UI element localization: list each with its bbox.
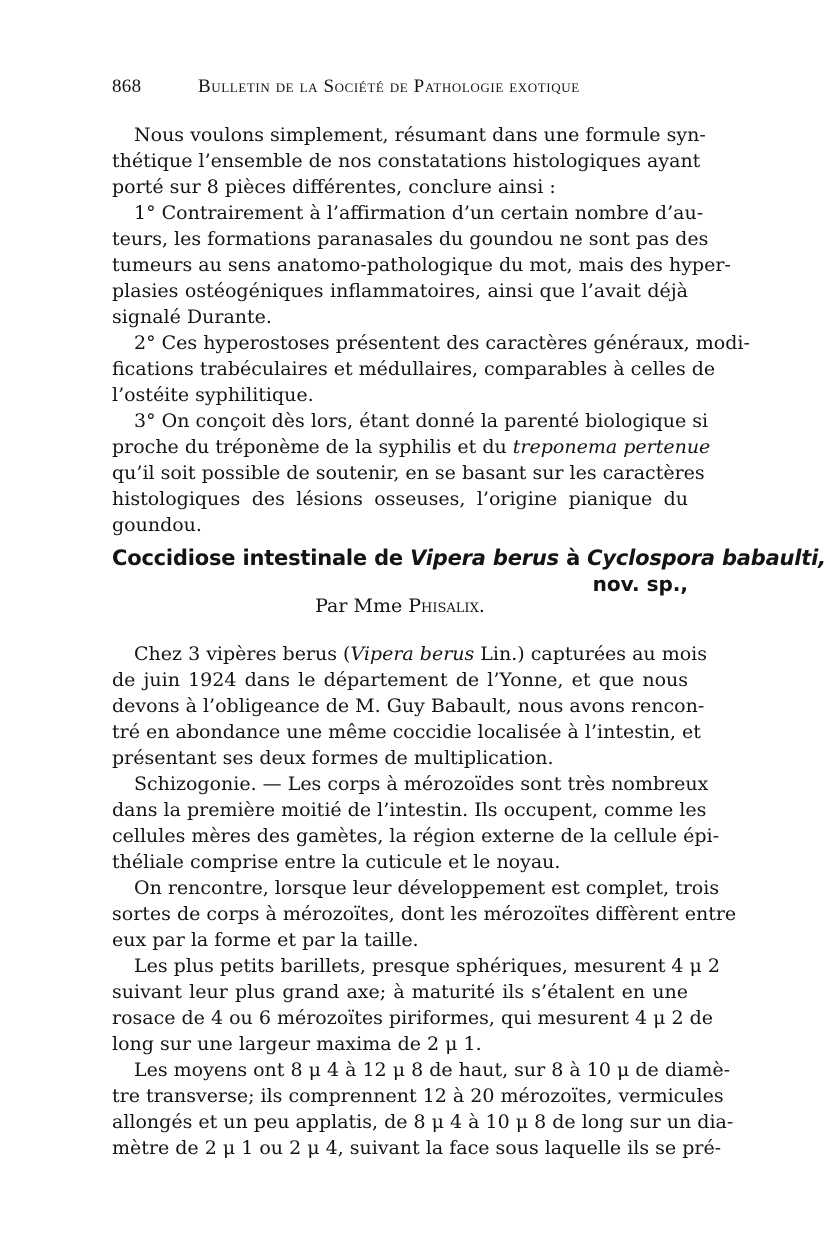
text-line: devons à l’obligeance de M. Guy Babault, nous avons rencon- <box>112 695 705 717</box>
text-line: On rencontre, lorsque leur développement est complet, trois <box>134 877 720 899</box>
title-text: Coccidiose intestinale de <box>112 546 411 570</box>
text-line: tumeurs au sens anatomo-pathologique du mot, mais des hyper- <box>112 254 731 276</box>
author-name: Phisalix. <box>408 595 485 617</box>
text-line: dans la première moitié de l’intestin. Ils occupent, comme les <box>112 799 707 821</box>
text-line: de juin 1924 dans le département de l’Yonne, et que nous <box>112 669 688 691</box>
text-line-with-italic <box>112 433 711 461</box>
author-prefix: Par Mme <box>315 595 409 617</box>
text-line: suivant leur plus grand axe; à maturité ils s’étalent en une <box>112 981 688 1003</box>
text-line: Les moyens ont 8 μ 4 à 12 μ 8 de haut, sur 8 à 10 μ de diamè- <box>134 1059 731 1081</box>
text-line: goundou. <box>112 514 202 536</box>
text-line: tré en abondance une même coccidie localisée à l’intestin, et <box>112 721 701 743</box>
text-line: rosace de 4 ou 6 mérozoïtes piriformes, qui mesurent 4 μ 2 de <box>112 1007 714 1029</box>
text-line: thétique l’ensemble de nos constatations histologiques ayant <box>112 150 701 172</box>
page-number: 868 <box>112 76 142 97</box>
text-line: l’ostéite syphilitique. <box>112 384 314 406</box>
text-line: teurs, les formations paranasales du goundou ne sont pas des <box>112 228 709 250</box>
text-line: eux par la forme et par la taille. <box>112 929 419 951</box>
text-line: signalé Durante. <box>112 306 272 328</box>
text-line: Nous voulons simplement, résumant dans une formule syn- <box>134 124 706 146</box>
text-line: théliale comprise entre la cuticule et le noyau. <box>112 851 561 873</box>
text-line: histologiques des lésions osseuses, l’origine pianique du <box>112 488 688 510</box>
text-span: proche du tréponème de la syphilis et du <box>112 436 513 458</box>
title-species-italic: Vipera berus <box>410 546 559 570</box>
text-line: 3° On conçoit dès lors, étant donné la parenté biologique si <box>134 410 709 432</box>
text-line-with-italic <box>134 640 707 668</box>
text-line: fications trabéculaires et médullaires, comparables à celles de <box>112 358 716 380</box>
text-line: tre transverse; ils comprennent 12 à 20 mérozoïtes, vermicules <box>112 1085 724 1107</box>
article-author <box>112 592 688 620</box>
text-line: long sur une largeur maxima de 2 μ 1. <box>112 1033 482 1055</box>
text-line: Les plus petits barillets, presque sphériques, mesurent 4 μ 2 <box>134 955 721 977</box>
running-header <box>112 76 692 102</box>
species-name-italic: Vipera berus <box>350 643 475 665</box>
text-span: Lin.) capturées au mois <box>474 643 707 665</box>
text-line: qu’il soit possible de soutenir, en se basant sur les caractères <box>112 462 705 484</box>
article-title-line2: nov. sp., <box>592 572 688 596</box>
text-line: plasies ostéogéniques inflammatoires, ainsi que l’avait déjà <box>112 280 688 302</box>
text-line: 2° Ces hyperostoses présentent des caractères généraux, modi- <box>134 332 750 354</box>
text-line: allongés et un peu applatis, de 8 μ 4 à 10 μ 8 de long sur un dia- <box>112 1111 734 1133</box>
text-line: sortes de corps à mérozoïtes, dont les mérozoïtes diffèrent entre <box>112 903 737 925</box>
title-genus-italic: Cyclospora babaulti, <box>587 546 826 570</box>
running-title: Bulletin de la Société de Pathologie exotique <box>198 76 580 97</box>
text-span: Chez 3 vipères berus ( <box>134 643 351 665</box>
text-line: présentant ses deux formes de multiplication. <box>112 747 554 769</box>
species-name-italic: treponema pertenue <box>512 436 711 458</box>
text-line: Schizogonie. — Les corps à mérozoïdes sont très nombreux <box>134 773 709 795</box>
text-line: porté sur 8 pièces différentes, conclure ainsi : <box>112 176 556 198</box>
title-text: à <box>558 546 588 570</box>
text-line: 1° Contrairement à l’affirmation d’un certain nombre d’au- <box>134 202 704 224</box>
text-line: cellules mères des gamètes, la région externe de la cellule épi- <box>112 825 720 847</box>
text-line: mètre de 2 μ 1 ou 2 μ 4, suivant la face sous laquelle ils se pré- <box>112 1137 722 1159</box>
